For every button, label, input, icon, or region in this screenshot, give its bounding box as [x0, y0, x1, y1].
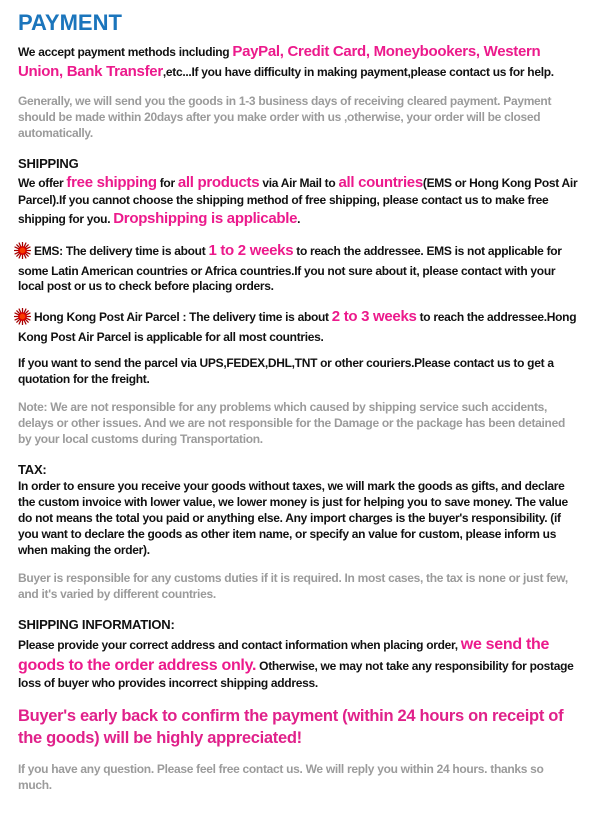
order-address-highlight: we send the goods to the order address only. — [18, 635, 550, 675]
all-countries-highlight: all countries — [338, 173, 423, 191]
address-text: Please provide your correct address and contact information when placing order, — [18, 637, 461, 652]
hongkong-text: Hong Kong Post Air Parcel : The delivery time is about — [34, 310, 332, 325]
free-shipping-highlight: free shipping — [66, 173, 157, 191]
payment-intro-text: We accept payment methods including — [18, 45, 233, 59]
offer-text: for — [156, 175, 178, 190]
shipping-information-title: SHIPPING INFORMATION: — [18, 616, 175, 632]
starburst-icon — [14, 242, 31, 264]
starburst-icon — [14, 308, 31, 330]
hongkong-time-highlight: 2 to 3 weeks — [331, 308, 417, 326]
hongkong-post-paragraph — [18, 307, 580, 346]
offer-text: . — [297, 211, 301, 226]
ems-text: EMS: The delivery time is about — [34, 243, 209, 258]
couriers-paragraph: If you want to send the parcel via UPS,FEDEX,DHL,TNT or other couriers.Please contact us to get a quotation for the freight. — [18, 356, 554, 387]
dropshipping-highlight: Dropshipping is applicable — [113, 209, 298, 227]
payment-methods-list: PayPal, Credit Card, Moneybookers, Western Union, Bank Transfer — [18, 43, 541, 80]
address-text-tail: Otherwise, we may not take any responsibility for postage loss of buyer who provides incorrect shipping address. — [18, 659, 574, 691]
closing-note: If you have any question. Please feel free contact us. We will reply you within 24 hours. thanks so much. — [18, 761, 544, 792]
tax-duties-note: Buyer is responsible for any customs duties if it is required. In most cases, the tax is none or just few, and it's varied by different countries. — [18, 570, 568, 601]
shipping-information-paragraph — [18, 634, 580, 692]
ems-time-highlight: 1 to 2 weeks — [208, 241, 294, 259]
offer-text: We offer — [18, 175, 67, 190]
ems-text-tail: to reach the addressee. EMS is not applicable for some Latin American countries or Africa countries.If you not sure about it, please contact with your local post or us to check before placing orders. — [18, 243, 562, 294]
tax-paragraph: In order to ensure you receive your goods without taxes, we will mark the goods as gifts, and declare the custom invoice with lower value, we lower money is just for helping you to save money. The value do not means the total you paid or anything else. Any import charges is the buyer's responsibility. (if you want to declare the goods as other item name, or specify an value for custom, please inform us when making the order). — [18, 479, 568, 557]
shipping-disclaimer-note: Note: We are not responsible for any problems which caused by shipping service such accidents, delays or other issues. And we are not responsible for the Damage or the package has been detained by your local customs during Transportation. — [18, 400, 565, 447]
offer-text: via Air Mail to — [259, 175, 339, 190]
payment-intro-paragraph — [18, 42, 580, 82]
ems-paragraph — [18, 241, 580, 296]
hongkong-text-tail: to reach the addressee.Hong Kong Post Air Parcel is applicable for all most countries. — [18, 310, 577, 345]
all-products-highlight: all products — [177, 173, 260, 191]
offer-text: (EMS or Hong Kong Post Air Parcel).If you cannot choose the shipping method of free shipping, please contact us to make free shipping for you. — [18, 175, 578, 226]
payment-dispatch-note: Generally, we will send you the goods in 1-3 business days of receiving cleared payment. Payment should be made within 20days after you make order with us ,otherwise, your order will be closed automatically. — [18, 93, 552, 140]
payment-intro-tail: ,etc...If you have difficulty in making payment,please contact us for help. — [162, 64, 554, 79]
shipping-offer-paragraph — [18, 173, 580, 229]
payment-title: PAYMENT — [18, 10, 122, 35]
tax-title: TAX: — [18, 462, 47, 478]
feedback-request: Buyer's early back to confirm the payment (within 24 hours on receipt of the goods) will be highly appreciated! — [18, 707, 564, 748]
shipping-title: SHIPPING — [18, 155, 79, 171]
